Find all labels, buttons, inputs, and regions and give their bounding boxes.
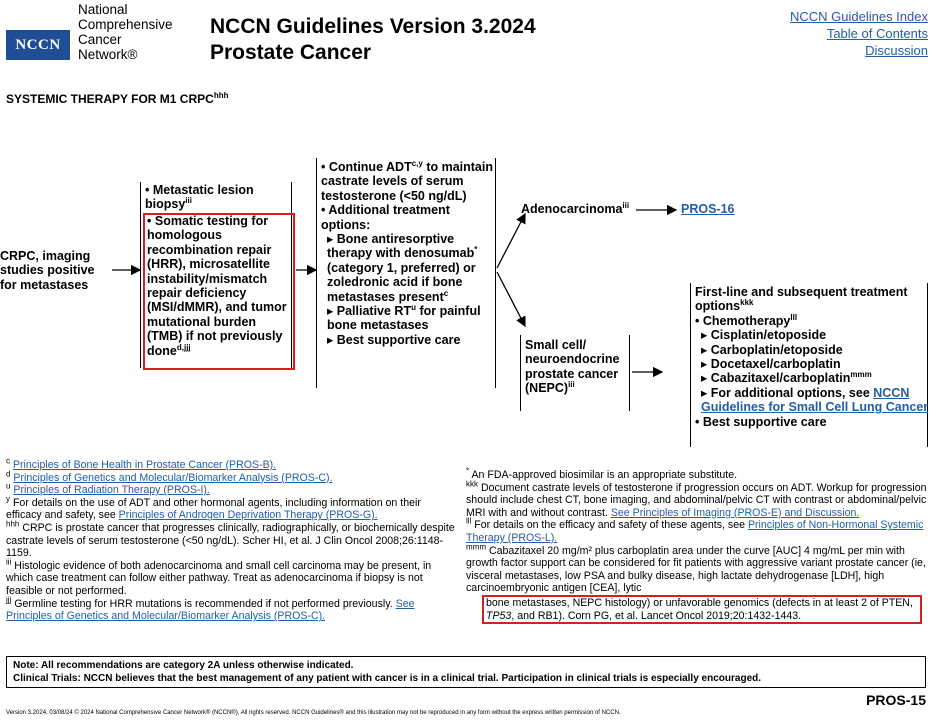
start-line-2: studies positive (0, 263, 95, 278)
regimen-item: ▸ Cisplatin/etoposide (701, 328, 827, 343)
footnote: $^{mmm}$ Cabazitaxel 20 mg/m² plus carboplatin area under the curve [AUC] 4 mg/mL per min with growth factor support can be considered for fit patients with aggressive variant prostate cancer (ie, visceral metastases, low PSA and bulky disease, high lactate dehydrogenase [LDH], high carcinoembryonic antigen [CEA], lytic bone metastases, NEPC histology) or unfavorable genomics (defects in at least 2 of PTEN, TP53, and RB1). Corn PG, et al. Lancet Oncol 2019;20:1432-1443. (466, 545, 932, 625)
footnote: $^c$ Principles of Bone Health in Prostate Cancer (PROS-B). (6, 456, 277, 471)
footnote-link[interactable]: Principles of Radiation Therapy (PROS-I). (13, 484, 210, 497)
section-title: SYSTEMIC THERAPY FOR M1 $CRPC^{hhh}$ (6, 91, 229, 106)
org-line-2: Comprehensive (78, 17, 173, 32)
nccn-logo: NCCN (6, 30, 70, 60)
discussion-link[interactable]: Discussion (865, 43, 928, 58)
biopsy-text: • Metastatic lesion biopsy$^{iii}$ (145, 183, 254, 212)
footnote: $^{hhh}$ CRPC is prostate cancer that progresses clinically, radiographically, or biochemically despite castrate levels of serum testosterone (<50 ng/dL). Scher HI, et al. J Clin Oncol 2008;26:1148-1159. (6, 519, 455, 560)
footnote: $^{jjj}$ Germline testing for HRR mutations is recommended if not performed previously. See Principles of Genetics and Molecular/Biomarker Analysis (PROS-C). (6, 595, 415, 623)
additional-options-item: ▸ For additional options, see NCCN Guidelines for Small Cell Lung Cancer (701, 385, 929, 415)
treatment-options (321, 160, 495, 347)
org-line-1: National (78, 2, 128, 17)
org-line-4: Network® (78, 47, 138, 62)
pros16-link[interactable]: PROS-16 (681, 202, 735, 216)
table-of-contents-link[interactable]: Table of Contents (826, 26, 928, 41)
best-supportive-care: ▸ Best supportive care (327, 332, 461, 347)
first-line-heading: First-line and subsequent treatment options$^{kkk}$ (695, 285, 908, 314)
footnote-link[interactable]: See Principles of Imaging (PROS-E) and Discussion. (610, 506, 860, 519)
org-line-3: Cancer (78, 32, 122, 47)
regimen-item: ▸ Docetaxel/carboplatin (701, 357, 841, 372)
best-supportive-care-2: • Best supportive care (695, 414, 827, 429)
arrow-to-nepc (497, 272, 525, 326)
footnote: * An FDA-approved biosimilar is an appropriate substitute. (466, 466, 738, 481)
footnote-link[interactable]: Principles of Non-Hormonal Systemic Therapy (PROS-L). (466, 519, 924, 544)
footnotes-left (6, 456, 458, 623)
regimen-item: ▸ Carboplatin/etoposide (701, 342, 843, 357)
footnote: $^u$ Principles of Radiation Therapy (PROS-I). (6, 481, 210, 497)
start-line-3: for metastases (0, 277, 89, 292)
footnote: $^{iii}$ Histologic evidence of both adenocarcinoma and small cell carcinoma may be present, in which case treatment can follow either pathway. Treat as adenocarcinoma if biopsy is not feasible or not performed. (6, 557, 432, 597)
guidelines-index-link[interactable]: NCCN Guidelines Index (789, 9, 928, 24)
adenocarcinoma-node: Adenocarcinoma$^{iii}$ (521, 200, 630, 216)
start-line-1: CRPC, imaging (0, 249, 91, 263)
genomics-highlight: bone metastases, NEPC histology) or unfavorable genomics (defects in at least 2 of PTEN, TP53, and RB1). Corn PG, et al. Lancet Oncol 2019;20:1432-1443. (482, 595, 922, 624)
note-line-2: Clinical Trials: NCCN believes that the best management of any patient with cancer is in a clinical trial. Participation in clinical trials is especially encouraged. (13, 673, 762, 684)
footnotes-right (466, 466, 932, 624)
note-box (6, 656, 926, 688)
footnote: $^d$ Principles of Genetics and Molecular/Biomarker Analysis (PROS-C). (6, 469, 333, 484)
somatic-testing-text: • Somatic testing for homologous recombination repair (HRR), microsatellite instability/mismatch repair deficiency (MSI/dMMR), and tumor mutational burden (TMB) if not previously done$^{d,jjj}$ (147, 214, 287, 358)
title-line-2: Prostate Cancer (210, 41, 372, 64)
footnote: $^y$ For details on the use of ADT and other hormonal agents, including information on their efficacy and safety, see Principles of Androgen Deprivation Therapy (PROS-G). (6, 494, 421, 522)
palliative-rt: ▸ Palliative $RT^u$ for painful bone metastases (327, 302, 481, 333)
bone-antiresorptive: ▸ Bone antiresorptive therapy with denosumab* (category 1, preferred) or zoledronic acid if bone metastases present$^c$ (327, 232, 478, 304)
footnote-link[interactable]: Principles of Genetics and Molecular/Biomarker Analysis (PROS-C). (13, 471, 333, 484)
nepc-node: Small cell/ neuroendocrine prostate cancer (NEPC)$^{iii}$ (525, 338, 620, 396)
sclc-guidelines-link[interactable]: NCCN Guidelines for Small Cell Lung Cancer (701, 385, 929, 415)
footnote-link[interactable]: Principles of Androgen Deprivation Therapy (PROS-G). (118, 509, 378, 522)
note-line-1: Note: All recommendations are category 2A unless otherwise indicated. (13, 660, 354, 671)
version-footer: Version 3.2024, 03/08/24 © 2024 National Comprehensive Cancer Network® (NCCN®), All rights reserved. NCCN Guidelines® and this illustration may not be reproduced in any form without the express written permission of NCCN. (6, 710, 621, 716)
footnote: $^{kkk}$ Document castrate levels of testosterone if progression occurs on ADT. Workup for progression should include chest CT, bone imaging, and abdominal/pelvic CT with contrast or abdominal/pelvic MRI with and without contrast. See Principles of Imaging (PROS-E) and Discussion. (466, 479, 927, 519)
footnote-link[interactable]: See Principles of Genetics and Molecular/Biomarker Analysis (PROS-C). (6, 597, 415, 623)
start-node (0, 249, 110, 292)
page-id: PROS-15 (866, 692, 926, 708)
continue-adt: • Continue ADT$^{c,y}$ to maintain castrate levels of serum testosterone (<50 ng/dL) (321, 158, 493, 203)
chemotherapy-item: • Chemotherapy$^{lll}$ (695, 312, 798, 328)
footnote-link[interactable]: Principles of Bone Health in Prostate Cancer (PROS-B). (12, 459, 277, 471)
regimen-item: ▸ Cabazitaxel/carboplatin$^{mmm}$ (701, 370, 872, 386)
additional-options: • Additional treatment options: (321, 203, 450, 232)
nepc-treatment-options (695, 285, 931, 429)
footnote: $^{lll}$ For details on the efficacy and safety of these agents, see Principles of Non-Hormonal Systemic Therapy (PROS-L). (466, 516, 924, 544)
title-line-1: NCCN Guidelines Version 3.2024 (210, 15, 536, 38)
arrow-to-adeno (497, 214, 525, 268)
